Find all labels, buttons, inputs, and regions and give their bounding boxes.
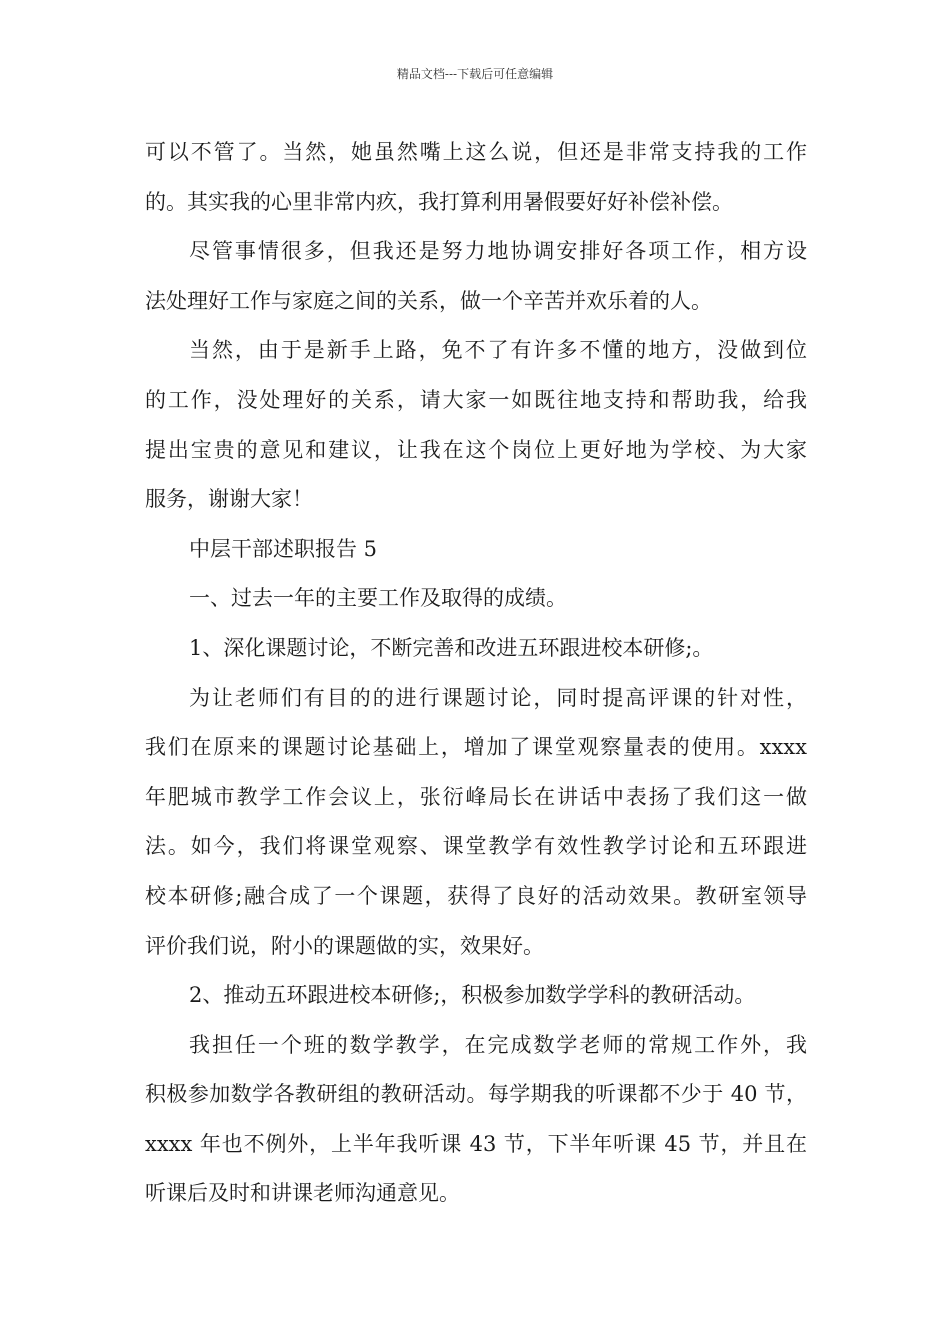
text-line: 听课后及时和讲课老师沟通意见。 bbox=[145, 1181, 460, 1206]
document-body bbox=[145, 128, 807, 1219]
text-line: 提出宝贵的意见和建议，让我在这个岗位上更好地为学校、为大家 bbox=[145, 437, 807, 462]
text-line: 可以不管了。当然，她虽然嘴上这么说，但还是非常支持我的工作 bbox=[145, 140, 807, 164]
text-line: 尽管事情很多，但我还是努力地协调安排好各项工作，相方设 bbox=[189, 239, 807, 264]
text-line: xxxx 年也不例外，上半年我听课 43 节，下半年听课 45 节，并且在 bbox=[145, 1131, 807, 1156]
text-line: 校本研修;融合成了一个课题，获得了良好的活动效果。教研室领导 bbox=[145, 883, 807, 908]
text-line: 为让老师们有目的的进行课题讨论，同时提高评课的针对性， bbox=[189, 685, 807, 710]
page-header: 精品文档---下载后可任意编辑 bbox=[396, 67, 554, 81]
subsection-heading: 一、过去一年的主要工作及取得的成绩。 bbox=[189, 586, 567, 611]
text-line: 年肥城市教学工作会议上，张衍峰局长在讲话中表扬了我们这一做 bbox=[145, 784, 807, 809]
text-line: 我们在原来的课题讨论基础上，增加了课堂观察量表的使用。xxxx bbox=[145, 735, 807, 760]
text-line: 积极参加数学各教研组的教研活动。每学期我的听课都不少于 40 节， bbox=[145, 1082, 807, 1107]
text-line: 法。如今，我们将课堂观察、课堂教学有效性教学讨论和五环跟进 bbox=[145, 834, 807, 859]
text-line: 服务，谢谢大家！ bbox=[145, 487, 313, 512]
list-item-heading: 2、推动五环跟进校本研修;，积极参加数学学科的教研活动。 bbox=[189, 983, 756, 1008]
text-line: 的工作，没处理好的关系，请大家一如既往地支持和帮助我，给我 bbox=[145, 387, 807, 412]
text-line: 法处理好工作与家庭之间的关系，做一个辛苦并欢乐着的人。 bbox=[145, 288, 712, 313]
text-line: 评价我们说，附小的课题做的实，效果好。 bbox=[145, 933, 544, 958]
section-heading: 中层干部述职报告 5 bbox=[189, 536, 378, 561]
list-item-heading: 1、深化课题讨论，不断完善和改进五环跟进校本研修;。 bbox=[189, 635, 714, 660]
text-line: 的。其实我的心里非常内疚，我打算利用暑假要好好补偿补偿。 bbox=[145, 189, 733, 214]
text-line: 我担任一个班的数学教学，在完成数学老师的常规工作外，我 bbox=[189, 1032, 807, 1057]
text-line: 当然，由于是新手上路，免不了有许多不懂的地方，没做到位 bbox=[189, 338, 807, 363]
